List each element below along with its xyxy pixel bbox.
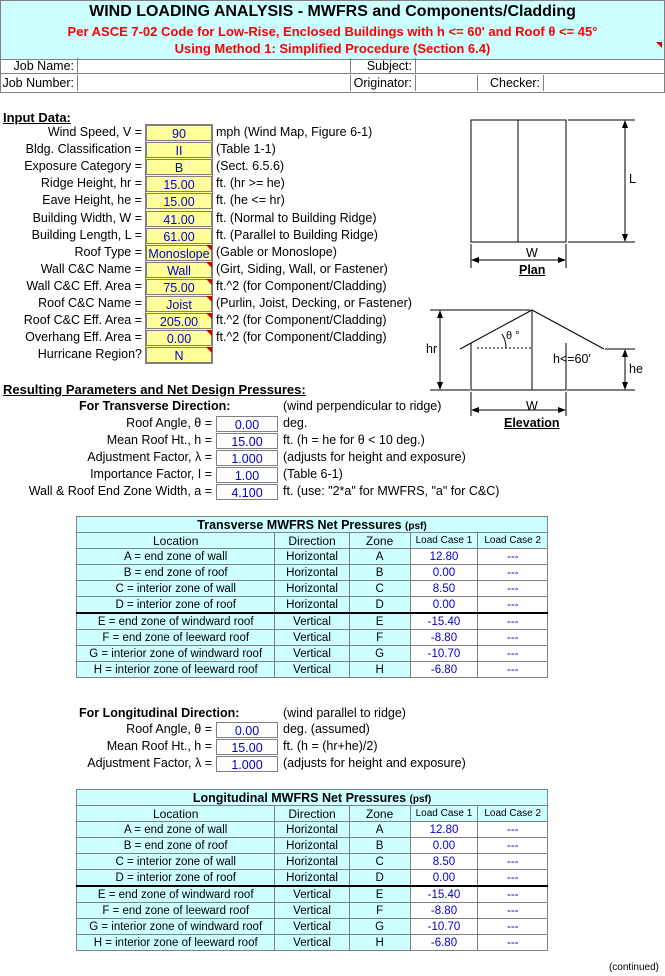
checker-label: Checker:	[478, 75, 544, 91]
table-cell: H	[349, 935, 410, 951]
transverse-pressure-table	[76, 516, 548, 678]
pressure-cell: 12.80	[410, 822, 478, 838]
column-header: Location	[77, 806, 275, 822]
table-cell: H = interior zone of leeward roof	[77, 662, 275, 678]
column-header: Zone	[349, 806, 410, 822]
input-note: (Table 1-1)	[216, 142, 276, 157]
input-field[interactable]: Joist	[146, 296, 212, 312]
table-cell: F	[349, 903, 410, 919]
pressure-cell: ---	[478, 886, 548, 903]
table-cell: Vertical	[275, 935, 349, 951]
table-row	[77, 662, 548, 678]
table-cell: Vertical	[275, 919, 349, 935]
column-header: Load Case 1	[410, 806, 478, 822]
table-cell: Vertical	[275, 662, 349, 678]
table-cell: E = end zone of windward roof	[77, 886, 275, 903]
W-plan-label: W	[526, 246, 538, 260]
comment-marker	[206, 245, 212, 251]
table-cell: Horizontal	[275, 870, 349, 887]
checker-field[interactable]	[544, 75, 664, 91]
job-name-field[interactable]	[78, 58, 351, 74]
input-label: Eave Height, he =	[42, 193, 142, 208]
table-row	[77, 565, 548, 581]
input-field[interactable]: 61.00	[146, 228, 212, 244]
input-field[interactable]: 15.00	[146, 193, 212, 209]
input-field[interactable]: II	[146, 142, 212, 158]
table-cell: F = end zone of leeward roof	[77, 630, 275, 646]
table-cell: D	[349, 870, 410, 887]
comment-marker	[206, 347, 212, 353]
job-number-label: Job Number:	[1, 75, 78, 91]
table-cell: Horizontal	[275, 549, 349, 565]
table-cell: C	[349, 854, 410, 870]
column-header: Load Case 2	[478, 533, 548, 549]
h-note-label: h<=60'	[553, 352, 591, 366]
input-note: mph (Wind Map, Figure 6-1)	[216, 125, 373, 139]
param-label: Roof Angle, θ =	[126, 416, 212, 430]
table-row	[77, 935, 548, 951]
column-header: Zone	[349, 533, 410, 549]
column-header: Load Case 1	[410, 533, 478, 549]
param-value: 0.00	[216, 722, 278, 738]
input-field[interactable]: 75.00	[146, 279, 212, 295]
arrowhead	[622, 234, 628, 242]
input-note: ft. (Normal to Building Ridge)	[216, 210, 377, 225]
input-label: Building Length, L =	[31, 227, 142, 242]
input-note: (Sect. 6.5.6)	[216, 159, 285, 174]
input-field[interactable]: B	[146, 159, 212, 175]
input-note: (Girt, Siding, Wall, or Fastener)	[216, 261, 388, 276]
table-cell: G = interior zone of windward roof	[77, 646, 275, 662]
pressure-cell: -10.70	[410, 919, 478, 935]
param-value: 1.000	[216, 450, 278, 466]
param-note: deg. (assumed)	[283, 722, 370, 736]
comment-marker	[206, 313, 212, 319]
pressure-cell: -15.40	[410, 613, 478, 630]
param-label: Importance Factor, I =	[90, 467, 212, 481]
param-note: (adjusts for height and exposure)	[283, 450, 466, 464]
plan-label: Plan	[519, 263, 546, 277]
input-field[interactable]: 90	[146, 125, 212, 141]
input-note: (Purlin, Joist, Decking, or Fastener)	[216, 296, 412, 310]
param-value: 4.100	[216, 484, 278, 500]
pressure-cell: ---	[478, 549, 548, 565]
table-cell: D	[349, 597, 410, 614]
pressure-cell: ---	[478, 613, 548, 630]
param-label: Adjustment Factor, λ =	[87, 756, 212, 770]
param-note: ft. (h = (hr+he)/2)	[283, 739, 378, 753]
table-cell: G = interior zone of windward roof	[77, 919, 275, 935]
table-cell: C = interior zone of wall	[77, 854, 275, 870]
comment-marker	[206, 330, 212, 336]
param-label: Adjustment Factor, λ =	[87, 450, 212, 464]
originator-label: Originator:	[351, 75, 416, 91]
pressure-cell: 8.50	[410, 581, 478, 597]
table-cell: D = interior zone of roof	[77, 870, 275, 887]
pressure-cell: 0.00	[410, 597, 478, 614]
pressure-cell: ---	[478, 662, 548, 678]
comment-marker	[656, 42, 662, 48]
input-note: ft. (Parallel to Building Ridge)	[216, 227, 378, 242]
param-label: Wall & Roof End Zone Width, a =	[28, 484, 212, 498]
input-label: Wall C&C Eff. Area =	[26, 278, 142, 293]
pressure-cell: ---	[478, 581, 548, 597]
arrowhead	[471, 257, 479, 263]
table-cell: B = end zone of roof	[77, 565, 275, 581]
input-label: Hurricane Region?	[37, 347, 142, 362]
pressure-cell: ---	[478, 838, 548, 854]
table-row	[77, 549, 548, 565]
table-cell: Horizontal	[275, 822, 349, 838]
column-header: Location	[77, 533, 275, 549]
input-label: Roof Type =	[74, 244, 142, 259]
input-label: Bldg. Classification =	[25, 142, 142, 157]
longitudinal-title: For Longitudinal Direction:	[79, 706, 240, 720]
pressure-cell: 0.00	[410, 565, 478, 581]
table-row	[77, 854, 548, 870]
pressure-cell: ---	[478, 597, 548, 614]
longitudinal-table-caption: Longitudinal MWFRS Net Pressures (psf)	[77, 790, 548, 806]
table-row	[77, 630, 548, 646]
table-row	[77, 919, 548, 935]
table-cell: E	[349, 886, 410, 903]
table-cell: Vertical	[275, 646, 349, 662]
param-value: 0.00	[216, 416, 278, 432]
subject-field[interactable]	[416, 58, 664, 74]
transverse-table-caption: Transverse MWFRS Net Pressures (psf)	[77, 517, 548, 533]
arrowhead	[558, 257, 566, 263]
title-banner	[0, 0, 665, 60]
pressure-cell: -6.80	[410, 662, 478, 678]
page-subtitle-method: Using Method 1: Simplified Procedure (Section 6.4)	[174, 41, 491, 56]
comment-marker	[206, 296, 212, 302]
table-row	[77, 903, 548, 919]
param-label: Roof Angle, θ =	[126, 722, 212, 736]
input-label: Roof C&C Eff. Area =	[23, 313, 142, 328]
subject-label: Subject:	[351, 58, 416, 74]
results-section-title: Resulting Parameters and Net Design Pressures:	[3, 382, 306, 397]
pressure-cell: ---	[478, 565, 548, 581]
column-header: Direction	[275, 806, 349, 822]
input-note: ft. (he <= hr)	[216, 193, 285, 208]
table-cell: A = end zone of wall	[77, 822, 275, 838]
column-header: Direction	[275, 533, 349, 549]
comment-marker	[206, 262, 212, 268]
table-cell: Horizontal	[275, 581, 349, 597]
input-label: Building Width, W =	[32, 210, 142, 225]
input-label: Wind Speed, V =	[47, 125, 142, 139]
originator-field[interactable]	[416, 75, 478, 91]
table-cell: Vertical	[275, 886, 349, 903]
input-note: ft.^2 (for Component/Cladding)	[216, 313, 387, 328]
pressure-cell: 0.00	[410, 838, 478, 854]
param-value: 1.000	[216, 756, 278, 772]
table-row	[77, 581, 548, 597]
input-label: Ridge Height, hr =	[40, 176, 142, 191]
table-cell: Vertical	[275, 630, 349, 646]
table-cell: D = interior zone of roof	[77, 597, 275, 614]
input-section-title: Input Data:	[3, 110, 71, 125]
table-row	[77, 870, 548, 887]
input-label: Exposure Category =	[24, 159, 142, 174]
param-value: 15.00	[216, 433, 278, 449]
pressure-cell: ---	[478, 646, 548, 662]
input-label: Overhang Eff. Area =	[25, 330, 142, 345]
table-cell: H = interior zone of leeward roof	[77, 935, 275, 951]
input-field[interactable]: 205.00	[146, 313, 212, 329]
pressure-cell: ---	[478, 935, 548, 951]
table-cell: B = end zone of roof	[77, 838, 275, 854]
table-cell: F = end zone of leeward roof	[77, 903, 275, 919]
table-cell: Vertical	[275, 903, 349, 919]
pressure-cell: -6.80	[410, 935, 478, 951]
table-row	[77, 886, 548, 903]
hr-label: hr	[426, 342, 438, 356]
pressure-cell: -10.70	[410, 646, 478, 662]
L-label: L	[629, 172, 636, 186]
continued-note: (continued)	[608, 962, 659, 973]
table-cell: C	[349, 581, 410, 597]
comment-marker	[206, 279, 212, 285]
table-cell: C = interior zone of wall	[77, 581, 275, 597]
param-note: deg.	[283, 416, 308, 430]
input-field[interactable]: 15.00	[146, 176, 212, 192]
transverse-note: (wind perpendicular to ridge)	[283, 399, 442, 413]
input-field[interactable]: 0.00	[146, 330, 212, 346]
pressure-cell: ---	[478, 822, 548, 838]
he-label: he	[629, 362, 643, 376]
pressure-cell: ---	[478, 903, 548, 919]
table-cell: Horizontal	[275, 854, 349, 870]
W-elevation-label: W	[526, 399, 538, 413]
longitudinal-pressure-table	[76, 789, 548, 951]
table-row	[77, 822, 548, 838]
table-cell: B	[349, 838, 410, 854]
pressure-cell: ---	[478, 630, 548, 646]
theta-label: θ °	[506, 330, 520, 342]
input-label: Roof C&C Name =	[38, 296, 142, 310]
pressure-cell: 0.00	[410, 870, 478, 887]
input-field[interactable]: 41.00	[146, 211, 212, 227]
table-cell: Horizontal	[275, 838, 349, 854]
table-cell: G	[349, 646, 410, 662]
table-cell: G	[349, 919, 410, 935]
transverse-title: For Transverse Direction:	[79, 399, 231, 413]
param-value: 15.00	[216, 739, 278, 755]
table-cell: B	[349, 565, 410, 581]
pressure-cell: ---	[478, 870, 548, 887]
page-title: WIND LOADING ANALYSIS - MWFRS and Components/Cladding	[89, 3, 576, 20]
elevation-label: Elevation	[504, 416, 560, 430]
pressure-cell: -8.80	[410, 903, 478, 919]
pressure-cell: 12.80	[410, 549, 478, 565]
param-label: Mean Roof Ht., h =	[106, 739, 212, 753]
input-field[interactable]: N	[146, 347, 212, 363]
input-label: Wall C&C Name =	[40, 261, 142, 276]
longitudinal-note: (wind parallel to ridge)	[283, 706, 406, 720]
table-cell: E = end zone of windward roof	[77, 613, 275, 630]
input-note: ft.^2 (for Component/Cladding)	[216, 330, 387, 345]
page-subtitle-code: Per ASCE 7-02 Code for Low-Rise, Enclosed Buildings with h <= 60' and Roof θ <= 45°	[67, 24, 598, 39]
pressure-cell: 8.50	[410, 854, 478, 870]
arrowhead	[622, 120, 628, 128]
input-field[interactable]: Monoslope	[146, 245, 212, 261]
table-cell: Horizontal	[275, 597, 349, 614]
pressure-cell: ---	[478, 919, 548, 935]
table-cell: Vertical	[275, 613, 349, 630]
table-cell: F	[349, 630, 410, 646]
pressure-cell: -8.80	[410, 630, 478, 646]
table-cell: E	[349, 613, 410, 630]
table-cell: A	[349, 549, 410, 565]
param-label: Mean Roof Ht., h =	[106, 433, 212, 447]
column-header: Load Case 2	[478, 806, 548, 822]
param-note: ft. (use: "2*a" for MWFRS, "a" for C&C)	[283, 484, 500, 498]
table-cell: Horizontal	[275, 565, 349, 581]
param-note: ft. (h = he for θ < 10 deg.)	[283, 433, 425, 447]
input-note: ft.^2 (for Component/Cladding)	[216, 278, 387, 293]
param-note: (adjusts for height and exposure)	[283, 756, 466, 770]
param-value: 1.00	[216, 467, 278, 483]
input-note: (Gable or Monoslope)	[216, 244, 337, 259]
job-name-label: Job Name:	[1, 58, 78, 74]
input-note: ft. (hr >= he)	[216, 176, 285, 191]
table-cell: A = end zone of wall	[77, 549, 275, 565]
job-number-field[interactable]	[78, 75, 351, 91]
param-note: (Table 6-1)	[283, 467, 343, 481]
table-row	[77, 597, 548, 614]
input-field[interactable]: Wall	[146, 262, 212, 278]
table-row	[77, 613, 548, 630]
table-row	[77, 646, 548, 662]
table-row	[77, 838, 548, 854]
table-cell: H	[349, 662, 410, 678]
table-cell: A	[349, 822, 410, 838]
pressure-cell: -15.40	[410, 886, 478, 903]
job-info-grid	[0, 58, 665, 93]
pressure-cell: ---	[478, 854, 548, 870]
